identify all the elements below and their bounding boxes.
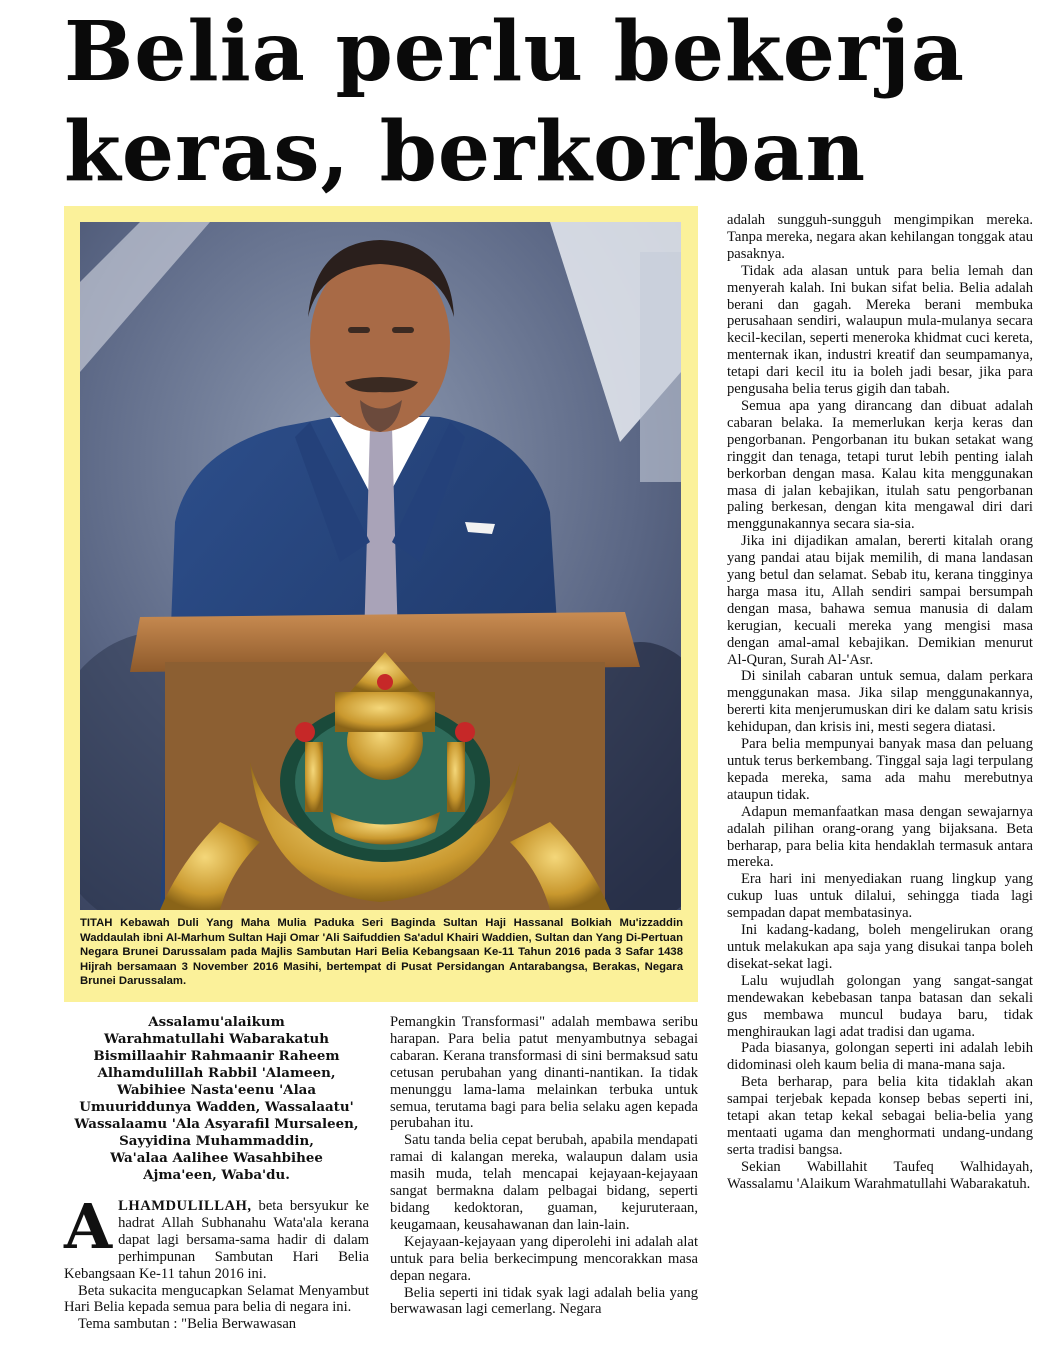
salutation-line: Umuuriddunya Wadden, Wassalaatu' xyxy=(79,1099,354,1115)
article-paragraph: adalah sungguh-sungguh mengimpikan mereka. Tanpa mereka, negara akan kehilangan tonggak atau pasaknya. xyxy=(727,212,1033,262)
article-paragraph: Tidak ada alasan untuk para belia lemah dan menyerah kalah. Ini bukan sifat belia. Belia adalah berani dan gagah. Mereka berani membuka perusahaan sendiri, walaupun mula-mulanya secara kecil-kecilan, seperti meneroka khidmat cuci kereta, menternak ikan, industri kreatif dan seumpamanya, tetapi dari kecil itu ia boleh jadi besar, jika para pengusaha belia terus gigih dan tabah. xyxy=(727,262,1033,398)
salutation-line: Wassalaamu 'Ala Asyarafil Mursaleen, xyxy=(74,1116,359,1132)
article-paragraph: Pada biasanya, golongan seperti ini adalah lebih didominasi oleh kaum belia di mana-mana saja. xyxy=(727,1040,1033,1074)
article-paragraph: Sekian Wabillahit Taufeq Walhidayah, Wassalamu 'Alaikum Warahmatullahi Wabarakatuh. xyxy=(727,1158,1033,1192)
article-column-3 xyxy=(727,212,1033,1193)
article-column-2 xyxy=(390,1014,698,1318)
article-paragraph: Tema sambutan : "Belia Berwawasan xyxy=(78,1316,297,1333)
article-paragraph: Era hari ini menyediakan ruang lingkup yang cukup luas untuk dilalui, sehingga tiada lagi sempadan dapat membatasinya. xyxy=(727,871,1033,922)
salutation-line: Warahmatullahi Wabarakatuh xyxy=(103,1031,330,1047)
salutation-line: Wabihiee Nasta'eenu 'Alaa xyxy=(116,1082,317,1098)
lead-word: LHAMDULILLAH, xyxy=(118,1198,252,1214)
article-column-1 xyxy=(64,1014,369,1333)
headline-line-1: Belia perlu bekerja xyxy=(64,4,965,100)
article-paragraph: Kejayaan-kejayaan yang diperolehi ini adalah alat untuk para belia berkecimpung mencorakkan masa depan negara. xyxy=(390,1233,698,1284)
headline-line-2: keras, berkorban xyxy=(64,104,867,200)
article-paragraph: Beta sukacita mengucapkan Selamat Menyambut Hari Belia kepada semua para belia di negara ini. xyxy=(64,1282,369,1316)
article-paragraph: Satu tanda belia cepat berubah, apabila mendapati ramai di kalangan mereka, walaupun dalam usia masih muda, telah mencapai kejayaan-kejayaan sangat bermakna dalam pelbagai bidang, seperti bidang kedoktoran, guaman, kejuruteraan, keugamaan, keusahawanan dan lain-lain. xyxy=(390,1132,698,1233)
article-paragraph: Lalu wujudlah golongan yang sangat-sangat mendewakan kebebasan tanpa batasan dan sekali gus membawa muncul budaya baru, tidak menghiraukan lagi adat tradisi dan ugama. xyxy=(727,972,1033,1040)
photo-frame xyxy=(64,206,698,1002)
salutation xyxy=(64,1014,369,1184)
article-paragraph: Para belia mempunyai banyak masa dan peluang untuk terus berkembang. Tinggal saja lagi terpulang kepada mereka, sama ada mahu merebutnya ataupun tidak. xyxy=(727,736,1033,803)
article-paragraph: Semua apa yang dirancang dan dibuat adalah cabaran belaka. Ia memerlukan kerja keras dan pengorbanan. Pengorbanan itu bukan setakat wang ringgit dan tenaga, tetapi turut lebih penting ialah berkorban dengan masa. Kalau kita menggunakan masa di jalan kebajikan, itulah satu pengorbanan paling berkesan, dengan kita mengawal diri dari menggunakannya secara sia-sia. xyxy=(727,397,1033,533)
salutation-line: Wa'alaa Aalihee Wasahbihee xyxy=(110,1150,323,1166)
headline xyxy=(64,2,1044,202)
salutation-line: Bismillaahir Rahmaanir Raheem xyxy=(93,1048,340,1064)
article-paragraph: Di sinilah cabaran untuk semua, dalam perkara menggunakan masa. Jika silap menggunakannya, bererti kita menjerumuskan diri ke dalam satu krisis kehidupan, dan krisis ini, mesti segera diatasi. xyxy=(727,668,1033,736)
article-paragraph: Belia seperti ini tidak syak lagi adalah belia yang berwawasan lagi cemerlang. Negara xyxy=(390,1284,698,1318)
article-paragraph: Ini kadang-kadang, boleh mengelirukan orang untuk melakukan apa saja yang disukai tanpa boleh disekat-sekat lagi. xyxy=(727,922,1033,972)
article-paragraph: Pemangkin Transformasi" adalah membawa seribu harapan. Para belia patut menyambutnya sebagai cabaran. Kerana transformasi di sini bermaksud satu cetusan perubahan yang dinanti-nantikan. Ia tidak menunggu lama-lama melainkan terbuka untuk semua, terutama bagi para belia selaku agen kepada perubahan itu. xyxy=(390,1014,698,1132)
paragraph-text: beta bersyukur ke hadrat Allah Subhanahu Wata'ala kerana dapat lagi bersama-sama hadir di dalam perhimpunan Sambutan Hari Belia Kebangsaan Ke-11 tahun 2016 ini. xyxy=(64,1198,369,1282)
news-photo xyxy=(80,222,681,910)
salutation-line: Assalamu'alaikum xyxy=(148,1014,285,1030)
article-paragraph: Jika ini dijadikan amalan, bererti kitalah orang yang pandai atau bijak memilih, di mana landasan yang betul dan selamat. Sebab itu, kerana tingginya harga masa itu, Allah sendiri sampai bersumpah dengan masa, bahawa semua manusia di dalam kerugian, kecuali mereka yang mengisi masa dengan amal-amal kebajikan. Demikian menurut Al-Quran, Surah Al-'Asr. xyxy=(727,533,1033,668)
photo-caption: TITAH Kebawah Duli Yang Maha Mulia Paduka Seri Baginda Sultan Haji Hassanal Bolkiah Mu'izzaddin Waddaulah ibni Al-Marhum Sultan Haji Omar 'Ali Saifuddien Sa'adul Khairi Waddien, Sultan dan Yang Di-Pertuan Negara Brunei Darussalam pada Majlis Sambutan Hari Belia Kebangsaan Ke-11 Tahun 2016 pada 3 Safar 1438 Hijrah bersamaan 3 November 2016 Masihi, bertempat di Pusat Persidangan Antarabangsa, Berakas, Negara Brunei Darussalam. xyxy=(80,917,683,988)
article-paragraph xyxy=(64,1190,369,1283)
salutation-line: Sayyidina Muhammaddin, xyxy=(119,1133,314,1149)
salutation-line: Ajma'een, Waba'du. xyxy=(143,1167,290,1183)
article-paragraph: Beta berharap, para belia kita tidaklah akan sampai terjebak kepada konsep bebas seperti ini, tetapi akan tetap kekal sebagai belia-belia yang mentaati ugama dan menghormati undang-undang serta tradisi bangsa. xyxy=(727,1074,1033,1158)
article-paragraph: Adapun memanfaatkan masa dengan sewajarnya adalah pilihan orang-orang yang bijaksana. Beta berharap, para belia kita hendaklah termasuk antara mereka. xyxy=(727,803,1033,871)
drop-cap: A xyxy=(64,1190,113,1263)
salutation-line: Alhamdulillah Rabbil 'Alameen, xyxy=(97,1065,336,1081)
